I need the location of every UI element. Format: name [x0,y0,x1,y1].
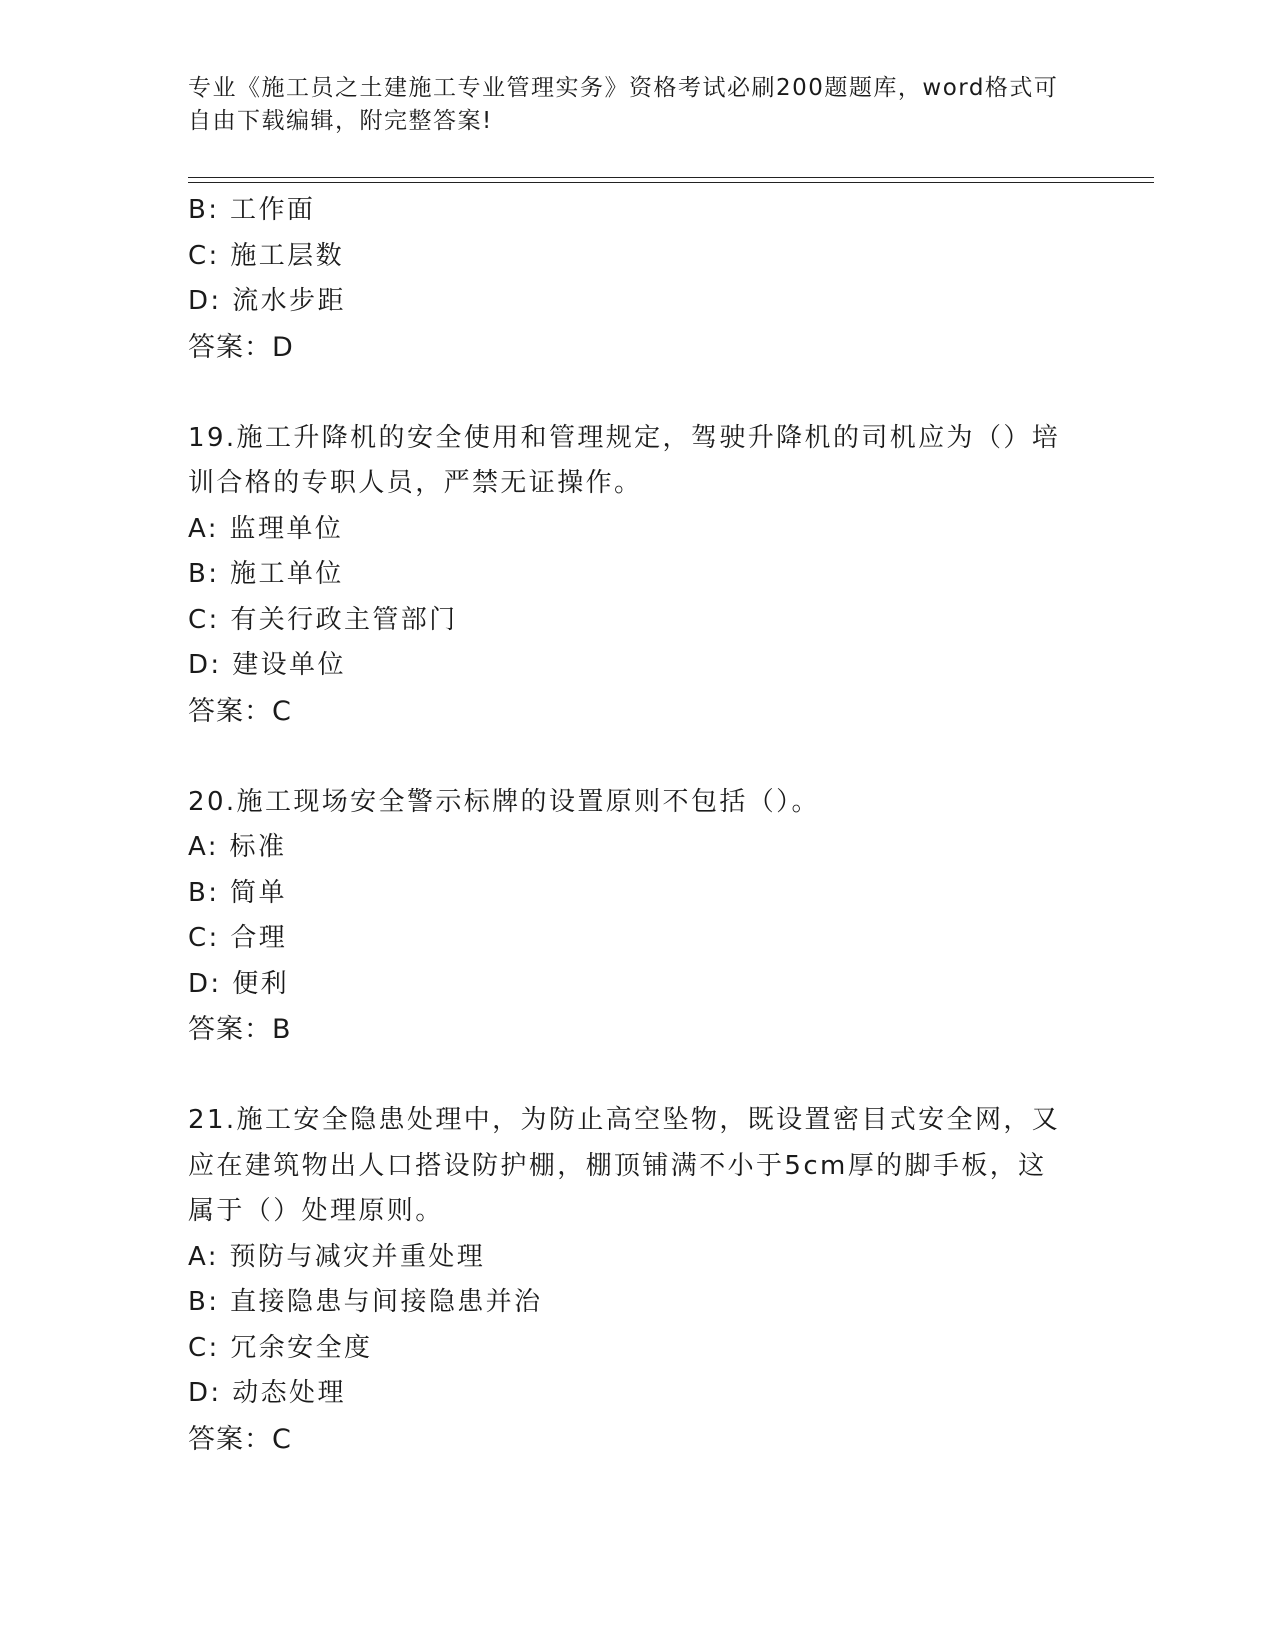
header-title-line-2: 自由下载编辑，附完整答案! [188,108,493,134]
answer-line: 答案：D [188,331,294,363]
question-stem-line: 21.施工安全隐患处理中，为防止高空坠物，既设置密目式安全网，又 [188,1105,1061,1135]
question-20 [188,780,1068,1053]
answer-line: 答案：C [188,695,292,727]
option-d: D: 建设单位 [188,650,346,680]
option-a: A: 标准 [188,832,287,862]
spacer [188,734,1068,780]
question-stem-line: 19.施工升降机的安全使用和管理规定，驾驶升降机的司机应为（）培 [188,422,1061,453]
question-stem-line: 属于（）处理原则。 [188,1196,444,1226]
option-c: C: 冗余安全度 [188,1332,373,1363]
question-stem-line: 训合格的专职人员，严禁无证操作。 [188,468,643,498]
option-a: A: 预防与减灾并重处理 [188,1241,486,1272]
spacer [188,1053,1068,1099]
option-c: C: 合理 [188,923,288,953]
answer-line: 答案：C [188,1423,292,1455]
option-b: B: 工作面 [188,195,316,225]
option-d: D: 流水步距 [188,286,346,316]
page-header [188,72,1068,138]
question-19 [188,416,1068,735]
header-title-line-1: 专业《施工员之土建施工专业管理实务》资格考试必刷200题题库，word格式可 [188,75,1059,101]
option-a: A: 监理单位 [188,513,344,544]
option-d: D: 动态处理 [188,1378,346,1408]
question-21 [188,1098,1068,1462]
answer-line: 答案：B [188,1014,292,1045]
option-b: B: 直接隐患与间接隐患并治 [188,1287,543,1317]
question-18-continued [188,188,1068,370]
spacer [188,370,1068,416]
question-stem-line: 应在建筑物出人口搭设防护棚，棚顶铺满不小于5cm厚的脚手板，这 [188,1150,1047,1181]
option-c: C: 有关行政主管部门 [188,604,458,635]
option-b: B: 施工单位 [188,559,344,589]
question-list [188,188,1068,1462]
option-b: B: 简单 [188,877,287,908]
question-stem-line: 20.施工现场安全警示标牌的设置原则不包括（）。 [188,786,820,817]
option-d: D: 便利 [188,968,290,999]
option-c: C: 施工层数 [188,240,344,271]
header-double-rule [188,177,1154,183]
